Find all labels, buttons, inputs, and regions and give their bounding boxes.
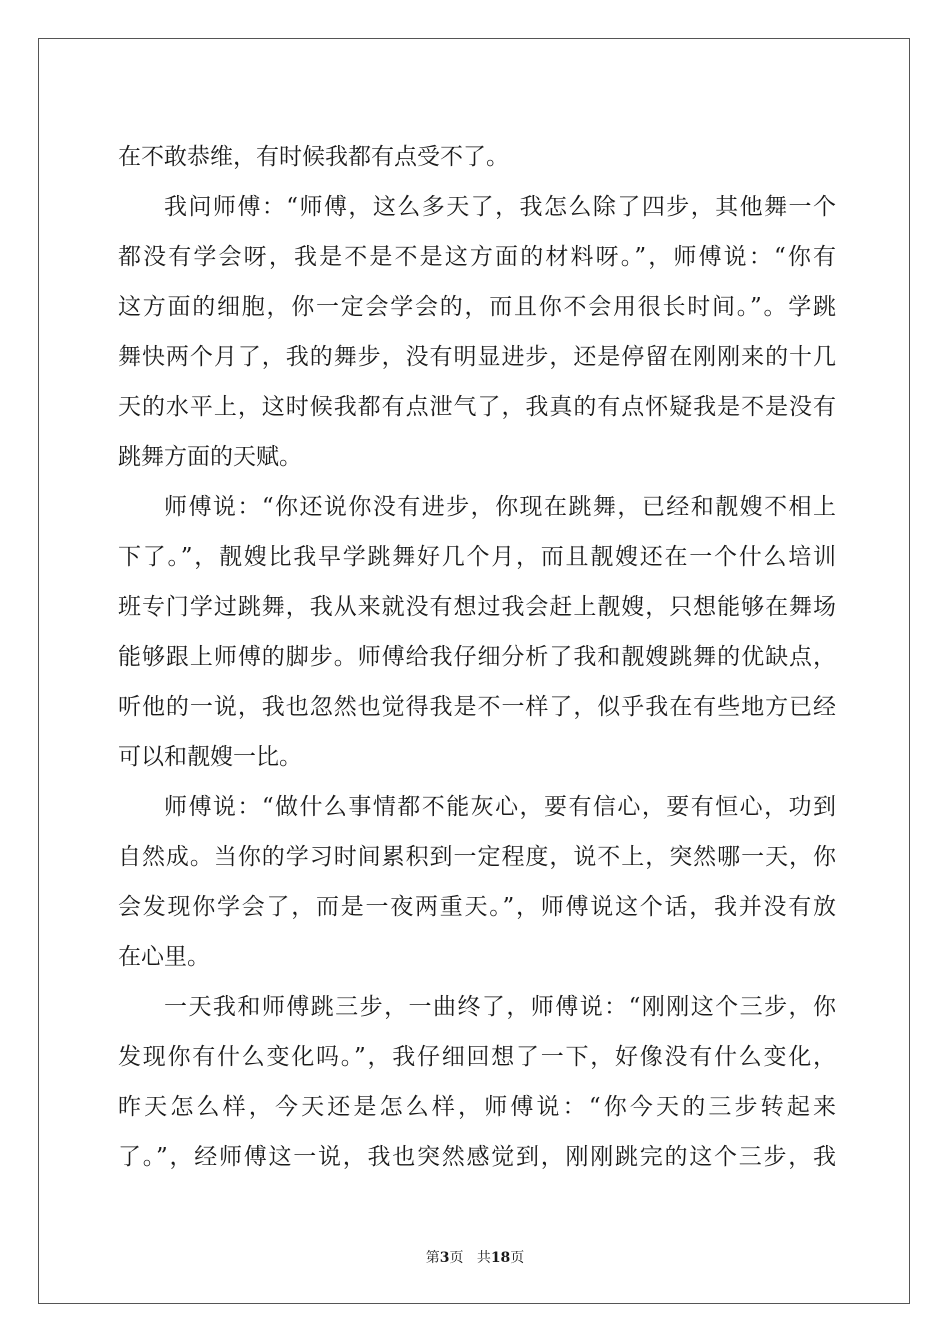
text-line: 会发现你学会了，而是一夜两重天。”，师傅说这个话，我并没有放 xyxy=(118,894,836,920)
footer-page-suffix: 页 xyxy=(449,1250,464,1266)
text-line: 师傅说：“你还说你没有进步，你现在跳舞，已经和靓嫂不相上 xyxy=(164,494,836,520)
text-line: 听他的一说，我也忽然也觉得我是不一样了，似乎我在有些地方已经 xyxy=(118,694,836,720)
text-line: 这方面的细胞，你一定会学会的，而且你不会用很长时间。”。学跳 xyxy=(118,294,836,320)
text-line: 能够跟上师傅的脚步。师傅给我仔细分析了我和靓嫂跳舞的优缺点， xyxy=(118,644,836,670)
text-line: 昨天怎么样，今天还是怎么样，师傅说：“你今天的三步转起来 xyxy=(118,1094,836,1120)
total-page-count: 18 xyxy=(490,1250,511,1266)
text-line: 在不敢恭维，有时候我都有点受不了。 xyxy=(118,144,509,170)
footer-prefix: 第 xyxy=(425,1250,440,1266)
text-line: 都没有学会呀，我是不是不是这方面的材料呀。”，师傅说：“你有 xyxy=(118,244,836,270)
text-line: 可以和靓嫂一比。 xyxy=(118,744,302,770)
text-line: 天的水平上，这时候我都有点泄气了，我真的有点怀疑我是不是没有 xyxy=(118,394,836,420)
text-line: 师傅说：“做什么事情都不能灰心，要有信心，要有恒心，功到 xyxy=(164,794,836,820)
footer-total-suffix: 页 xyxy=(510,1250,525,1266)
text-line: 在心里。 xyxy=(118,944,210,970)
text-line: 我问师傅：“师傅，这么多天了，我怎么除了四步，其他舞一个 xyxy=(164,194,836,220)
document-body xyxy=(118,132,836,1182)
text-line: 发现你有什么变化吗。”，我仔细回想了一下，好像没有什么变化， xyxy=(118,1044,836,1070)
text-line: 跳舞方面的天赋。 xyxy=(118,444,302,470)
text-line: 一天我和师傅跳三步，一曲终了，师傅说：“刚刚这个三步，你 xyxy=(164,994,836,1020)
current-page-number: 3 xyxy=(439,1250,450,1266)
text-line: 自然成。当你的学习时间累积到一定程度，说不上，突然哪一天，你 xyxy=(118,844,836,870)
text-line: 了。”，经师傅这一说，我也突然感觉到，刚刚跳完的这个三步，我 xyxy=(118,1144,836,1170)
text-line: 舞快两个月了，我的舞步，没有明显进步，还是停留在刚刚来的十几 xyxy=(118,344,836,370)
text-line: 班专门学过跳舞，我从来就没有想过我会赶上靓嫂，只想能够在舞场 xyxy=(118,594,836,620)
footer-total-prefix: 共 xyxy=(476,1250,491,1266)
page-footer xyxy=(0,1249,950,1267)
text-line: 下了。”，靓嫂比我早学跳舞好几个月，而且靓嫂还在一个什么培训 xyxy=(118,544,836,570)
